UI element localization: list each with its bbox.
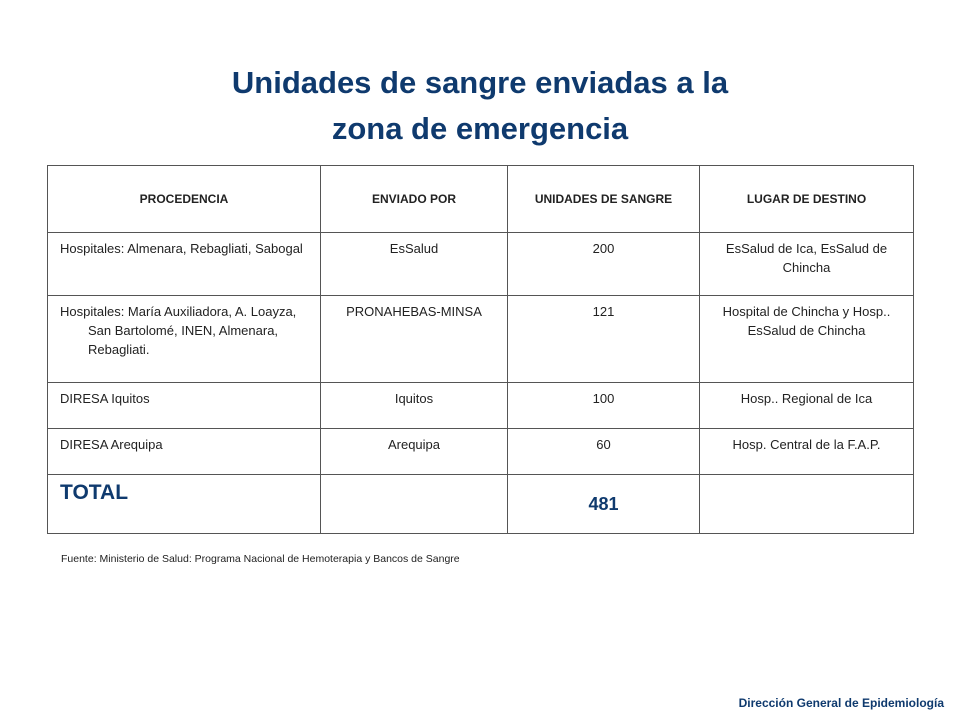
- cell-unidades: 60: [508, 429, 700, 475]
- header-procedencia: PROCEDENCIA: [48, 166, 321, 233]
- total-empty-cell: [321, 475, 508, 534]
- page-title: [0, 60, 960, 152]
- blood-units-table: [47, 165, 914, 534]
- total-label: TOTAL: [60, 481, 129, 504]
- table-row: [48, 429, 914, 475]
- cell-enviado-por: PRONAHEBAS-MINSA: [321, 296, 508, 383]
- cell-procedencia: [48, 296, 321, 383]
- cell-procedencia: [48, 383, 321, 429]
- total-value-cell: [508, 475, 700, 534]
- table-row: [48, 233, 914, 296]
- cell-procedencia-text: DIRESA Iquitos: [60, 391, 150, 406]
- total-label-cell: [48, 475, 321, 534]
- table-header-row: [48, 166, 914, 233]
- cell-unidades: 121: [508, 296, 700, 383]
- cell-destino: Hospital de Chincha y Hosp.. EsSalud de Chincha: [700, 296, 914, 383]
- header-enviado-por: ENVIADO POR: [321, 166, 508, 233]
- cell-procedencia: [48, 233, 321, 296]
- cell-destino: EsSalud de Ica, EsSalud de Chincha: [700, 233, 914, 296]
- source-note: Fuente: Ministerio de Salud: Programa Nacional de Hemoterapia y Bancos de Sangre: [61, 553, 460, 565]
- table-row: [48, 383, 914, 429]
- cell-procedencia: [48, 429, 321, 475]
- cell-procedencia-text: Hospitales: María Auxiliadora, A. Loayza, San Bartolomé, INEN, Almenara, Rebagliati.: [60, 304, 297, 357]
- header-unidades: UNIDADES DE SANGRE: [508, 166, 700, 233]
- total-row: [48, 475, 914, 534]
- total-empty-cell: [700, 475, 914, 534]
- cell-destino: Hosp. Central de la F.A.P.: [700, 429, 914, 475]
- cell-enviado-por: Iquitos: [321, 383, 508, 429]
- cell-destino: Hosp.. Regional de Ica: [700, 383, 914, 429]
- cell-enviado-por: Arequipa: [321, 429, 508, 475]
- cell-procedencia-text: DIRESA Arequipa: [60, 437, 163, 452]
- total-value: 481: [588, 494, 619, 514]
- cell-unidades: 200: [508, 233, 700, 296]
- cell-enviado-por: EsSalud: [321, 233, 508, 296]
- header-destino: LUGAR DE DESTINO: [700, 166, 914, 233]
- page-title-line-2: zona de emergencia: [331, 111, 629, 146]
- table-row: [48, 296, 914, 383]
- footer-organization: Dirección General de Epidemiología: [738, 696, 944, 710]
- page-title-line-1: Unidades de sangre enviadas a la: [231, 65, 729, 100]
- cell-procedencia-text: Hospitales: Almenara, Rebagliati, Sabogal: [60, 241, 303, 256]
- cell-unidades: 100: [508, 383, 700, 429]
